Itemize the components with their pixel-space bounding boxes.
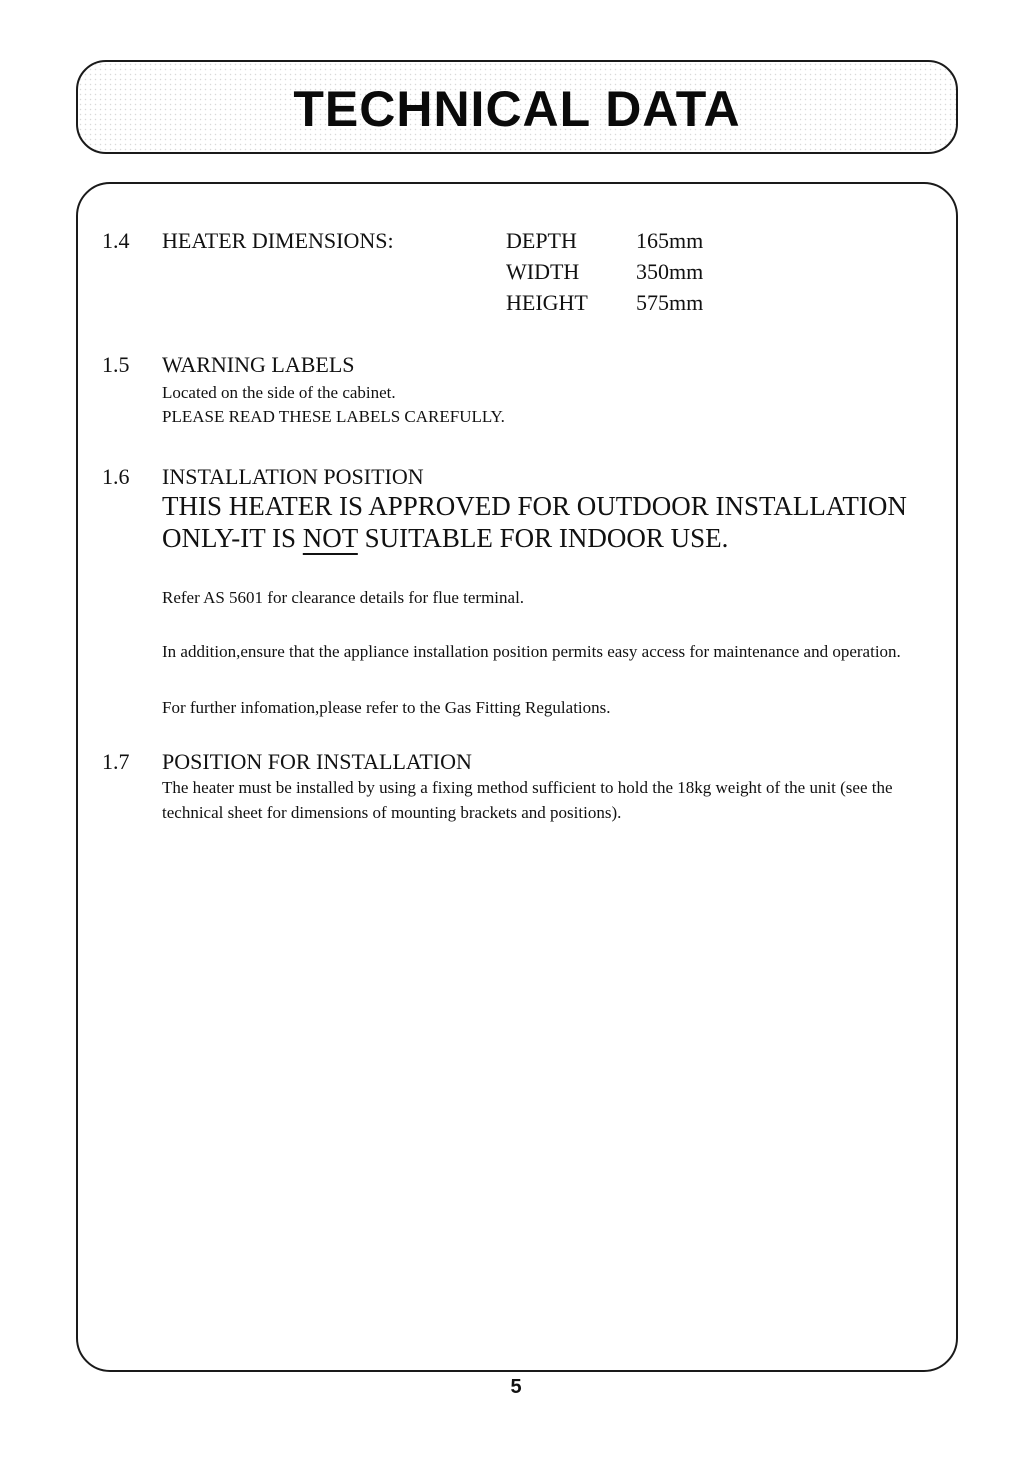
- section-1-4-number: 1.4: [102, 228, 130, 253]
- dimension-value-width: 350mm: [636, 259, 704, 284]
- section-1-6-heading: INSTALLATION POSITION: [162, 464, 424, 489]
- section-1-7-heading: POSITION FOR INSTALLATION: [162, 749, 472, 774]
- section-1-7-number: 1.7: [102, 749, 130, 774]
- section-1-5-heading: WARNING LABELS: [162, 352, 355, 377]
- outdoor-warning-pre: ONLY-IT IS: [162, 523, 303, 553]
- outdoor-warning-line-1: THIS HEATER IS APPROVED FOR OUTDOOR INSTALLATION: [162, 491, 907, 521]
- page-number: 5: [510, 1376, 522, 1398]
- dimension-value-height: 575mm: [636, 290, 704, 315]
- page-title: TECHNICAL DATA: [293, 81, 741, 137]
- regulations-paragraph: For further infomation,please refer to the Gas Fitting Regulations.: [162, 698, 611, 717]
- access-paragraph: In addition,ensure that the appliance installation position permits easy access for maintenance and operation.: [162, 642, 901, 661]
- warning-labels-notice: PLEASE READ THESE LABELS CAREFULLY.: [162, 407, 505, 426]
- title-banner: [76, 60, 958, 154]
- mounting-paragraph: The heater must be installed by using a fixing method sufficient to hold the 18kg weight of the unit (see the technical sheet for dimensions of mounting brackets and positions).: [162, 778, 893, 822]
- dimension-label-height: HEIGHT: [506, 290, 588, 315]
- outdoor-warning-line-2: [162, 522, 952, 554]
- dimension-value-depth: 165mm: [636, 228, 704, 253]
- dimension-label-depth: DEPTH: [506, 228, 577, 253]
- warning-labels-location: Located on the side of the cabinet.: [162, 383, 396, 402]
- section-1-5-number: 1.5: [102, 352, 130, 377]
- section-1-6-number: 1.6: [102, 464, 130, 489]
- dimension-label-width: WIDTH: [506, 259, 580, 284]
- section-1-4-heading: HEATER DIMENSIONS:: [162, 228, 394, 253]
- outdoor-warning-post: SUITABLE FOR INDOOR USE.: [357, 523, 729, 553]
- clearance-reference: Refer AS 5601 for clearance details for flue terminal.: [162, 588, 525, 607]
- outdoor-warning-not: NOT: [302, 523, 358, 553]
